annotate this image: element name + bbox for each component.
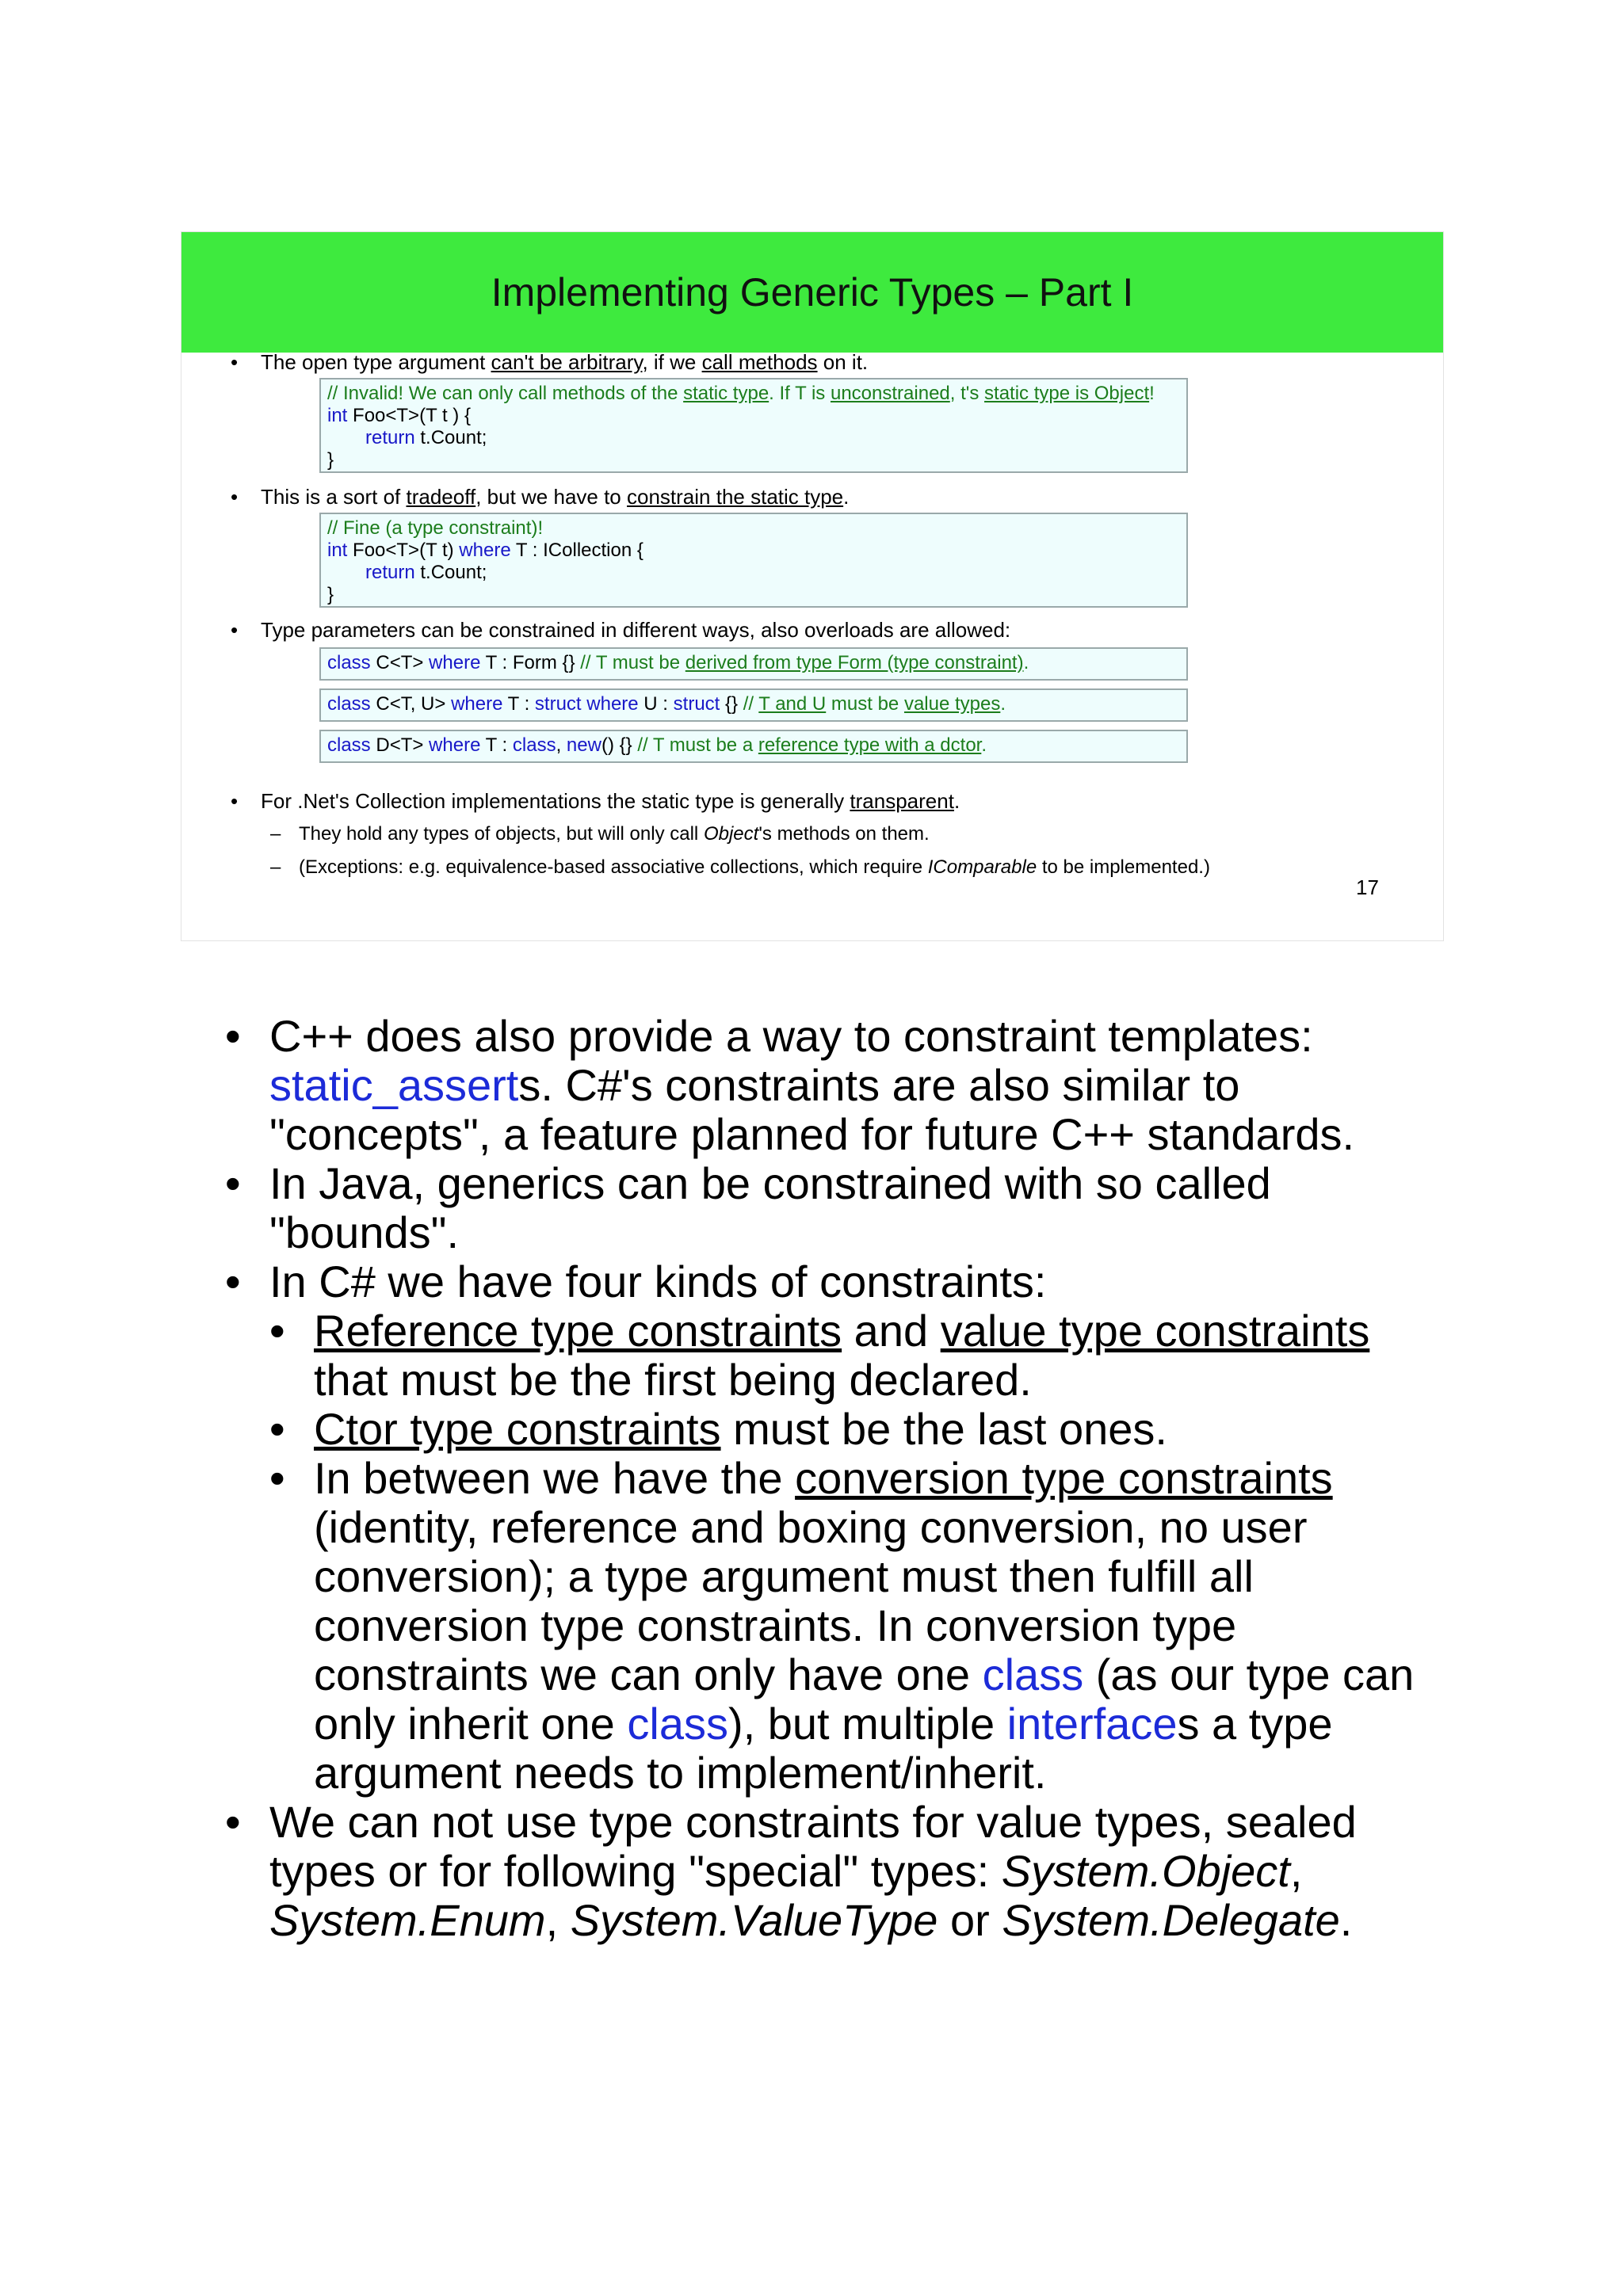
bullet: • (225, 1257, 241, 1306)
code-line-class-new: class D<T> where T : class, new() {} // T must be a reference type with a dctor. (319, 730, 1188, 763)
code-line-form: class C<T> where T : Form {} // T must be derived from type Form (type constraint). (319, 647, 1188, 681)
bullet: • (225, 1797, 241, 1847)
notes-sub-1: Reference type constraints and value type constraints that must be the first being declared. (314, 1306, 1370, 1405)
notes-paragraph-3: In C# we have four kinds of constraints: (269, 1257, 1047, 1306)
bullet: • (231, 350, 239, 374)
slide-sub-bullet-1: They hold any types of objects, but will only call Object's methods on them. (299, 823, 930, 845)
notes-sub-2: Ctor type constraints must be the last ones. (314, 1404, 1167, 1454)
slide-bullet-4: For .Net's Collection implementations the static type is generally transparent. (261, 789, 960, 813)
slide-bullet-1: The open type argument can't be arbitrary, if we call methods on it. (261, 350, 869, 374)
slide-title: Implementing Generic Types – Part I (181, 232, 1443, 353)
slide-bullet-3: Type parameters can be constrained in different ways, also overloads are allowed: (261, 618, 1011, 642)
bullet: • (269, 1453, 285, 1503)
notes-paragraph-4: We can not use type constraints for value types, sealed types or for following "special" types: System.Object, System.Enum, System.ValueType or System.Delegate. (269, 1797, 1357, 1945)
notes-paragraph-2: In Java, generics can be constrained with so called "bounds". (269, 1158, 1271, 1257)
bullet: • (225, 1011, 241, 1061)
bullet: • (231, 485, 239, 509)
slide-sub-bullet-2: (Exceptions: e.g. equivalence-based associative collections, which require IComparable to be implemented.) (299, 856, 1210, 878)
notes-sub-3: In between we have the conversion type constraints (identity, reference and boxing conversion, no user conversion); a type argument must then fulfill all conversion type constraints. In conversion type constraints we can only have one class (as our type can only inherit one class), but multiple interfaces a type argument needs to implement/inherit. (314, 1453, 1415, 1798)
dash: – (270, 856, 281, 878)
dash: – (270, 823, 281, 845)
code-block-invalid: // Invalid! We can only call methods of the static type. If T is unconstrained, t's static type is Object! int Foo<T>(T t ) { return t.Count; } (319, 378, 1188, 473)
notes-paragraph-1: C++ does also provide a way to constraint templates: static_asserts. C#'s constraints are also similar to "concepts", a feature planned for future C++ standards. (269, 1011, 1355, 1159)
code-block-fine: // Fine (a type constraint)! int Foo<T>(T t) where T : ICollection { return t.Count; } (319, 513, 1188, 608)
bullet: • (225, 1158, 241, 1208)
slide-bullet-2: This is a sort of tradeoff, but we have to constrain the static type. (261, 485, 850, 509)
slide-thumbnail (181, 231, 1444, 941)
bullet: • (269, 1404, 285, 1454)
bullet: • (269, 1306, 285, 1356)
page-number: 17 (1356, 875, 1379, 899)
code-line-struct: class C<T, U> where T : struct where U : struct {} // T and U must be value types. (319, 688, 1188, 722)
bullet: • (231, 618, 239, 642)
bullet: • (231, 789, 239, 813)
